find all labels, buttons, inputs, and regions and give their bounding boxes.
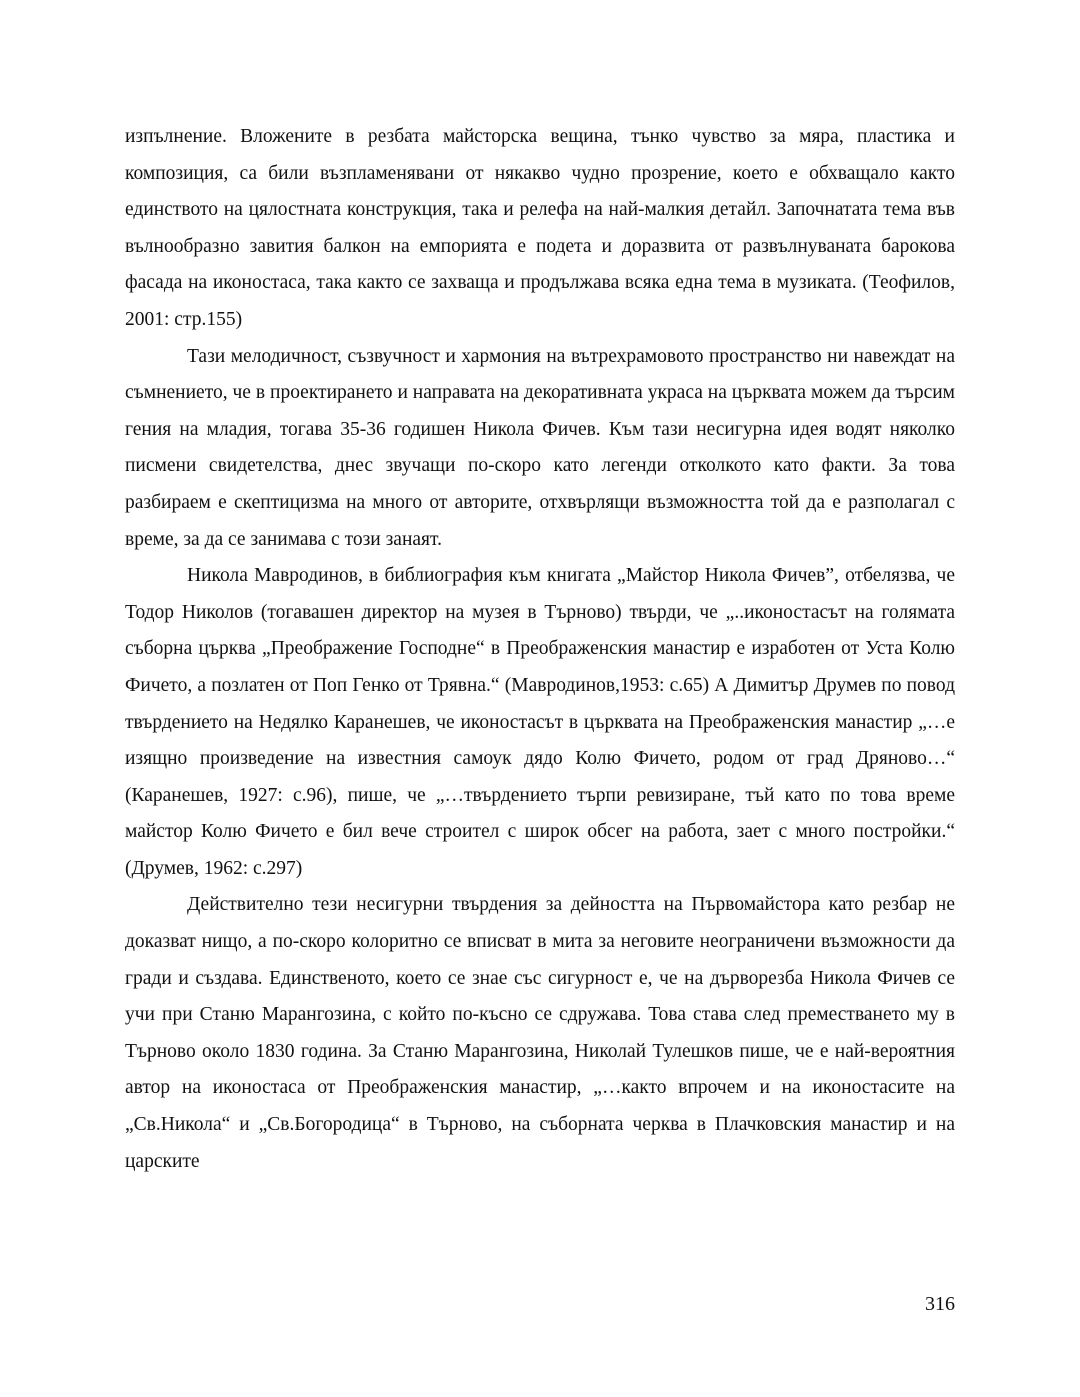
paragraph-2: Тази мелодичност, съзвучност и хармония на вътрехрамовото пространство ни навеждат на съмнението, че в проектирането и направата на декоративната украса на църквата можем да търсим гения на младия, тогава 35-36 годишен Никола Фичев. Към тази несигурна идея водят няколко писмени свидетелства, днес звучащи по-скоро като легенди отколкото като факти. За това разбираем е скептицизма на много от авторите, отхвърлящи възможността той да е разполагал с време, за да се занимава с този занаят. — [125, 345, 955, 550]
page-number: 316 — [925, 1293, 955, 1315]
paragraph-1: изпълнение. Вложените в резбата майсторска вещина, тънко чувство за мяра, пластика и композиция, са били възпламенявани от някакво чудно прозрение, което е обхващало както единството на цялостната конструкция, така и релефа на най-малкия детайл. Започнатата тема във вълнообразно завития балкон на емпорията е подета и доразвита от развълнуваната барокова фасада на иконостаса, така както се захваща и продължава всяка една тема в музиката. (Теофилов, 2001: стр.155) — [125, 126, 955, 330]
paragraph-3: Никола Мавродинов, в библиография към книгата „Майстор Никола Фичев”, отбелязва, че Тодор Николов (тогавашен директор на музея в Търново) твърди, че „..иконостасът на голямата съборна църква „Преображение Господне“ в Преображенския манастир е изработен от Уста Колю Фичето, а позлатен от Поп Генко от Трявна.“ (Мавродинов,1953: с.65) А Димитър Друмев по повод твърдението на Недялко Каранешев, че иконостасът в църквата на Преображенския манастир „…е изящно произведение на известния самоук дядо Колю Фичето, родом от град Дряново…“ (Каранешев, 1927: с.96), пише, че „…твърдението търпи ревизиране, тъй като по това време майстор Колю Фичето е бил вече строител с широк обсег на работа, зает с много постройки.“ (Друмев, 1962: с.297) — [125, 565, 955, 879]
paragraph-4: Действително тези несигурни твърдения за дейността на Първомайстора като резбар не доказват нищо, а по-скоро колоритно се вписват в мита за неговите неограничени възможности да гради и създава. Единственото, което се знае със сигурност е, че на дърворезба Никола Фичев се учи при Станю Марангозина, с който по-късно се сдружава. Това става след преместването му в Търново около 1830 година. За Станю Марангозина, Николай Тулешков пише, че е най-вероятния автор на иконостаса от Преображенския манастир, „…както впрочем и на иконостасите на „Св.Никола“ и „Св.Богородица“ в Търново, на съборната черква в Плачковския манастир и на царските — [125, 894, 955, 1172]
page-body — [125, 119, 955, 1180]
